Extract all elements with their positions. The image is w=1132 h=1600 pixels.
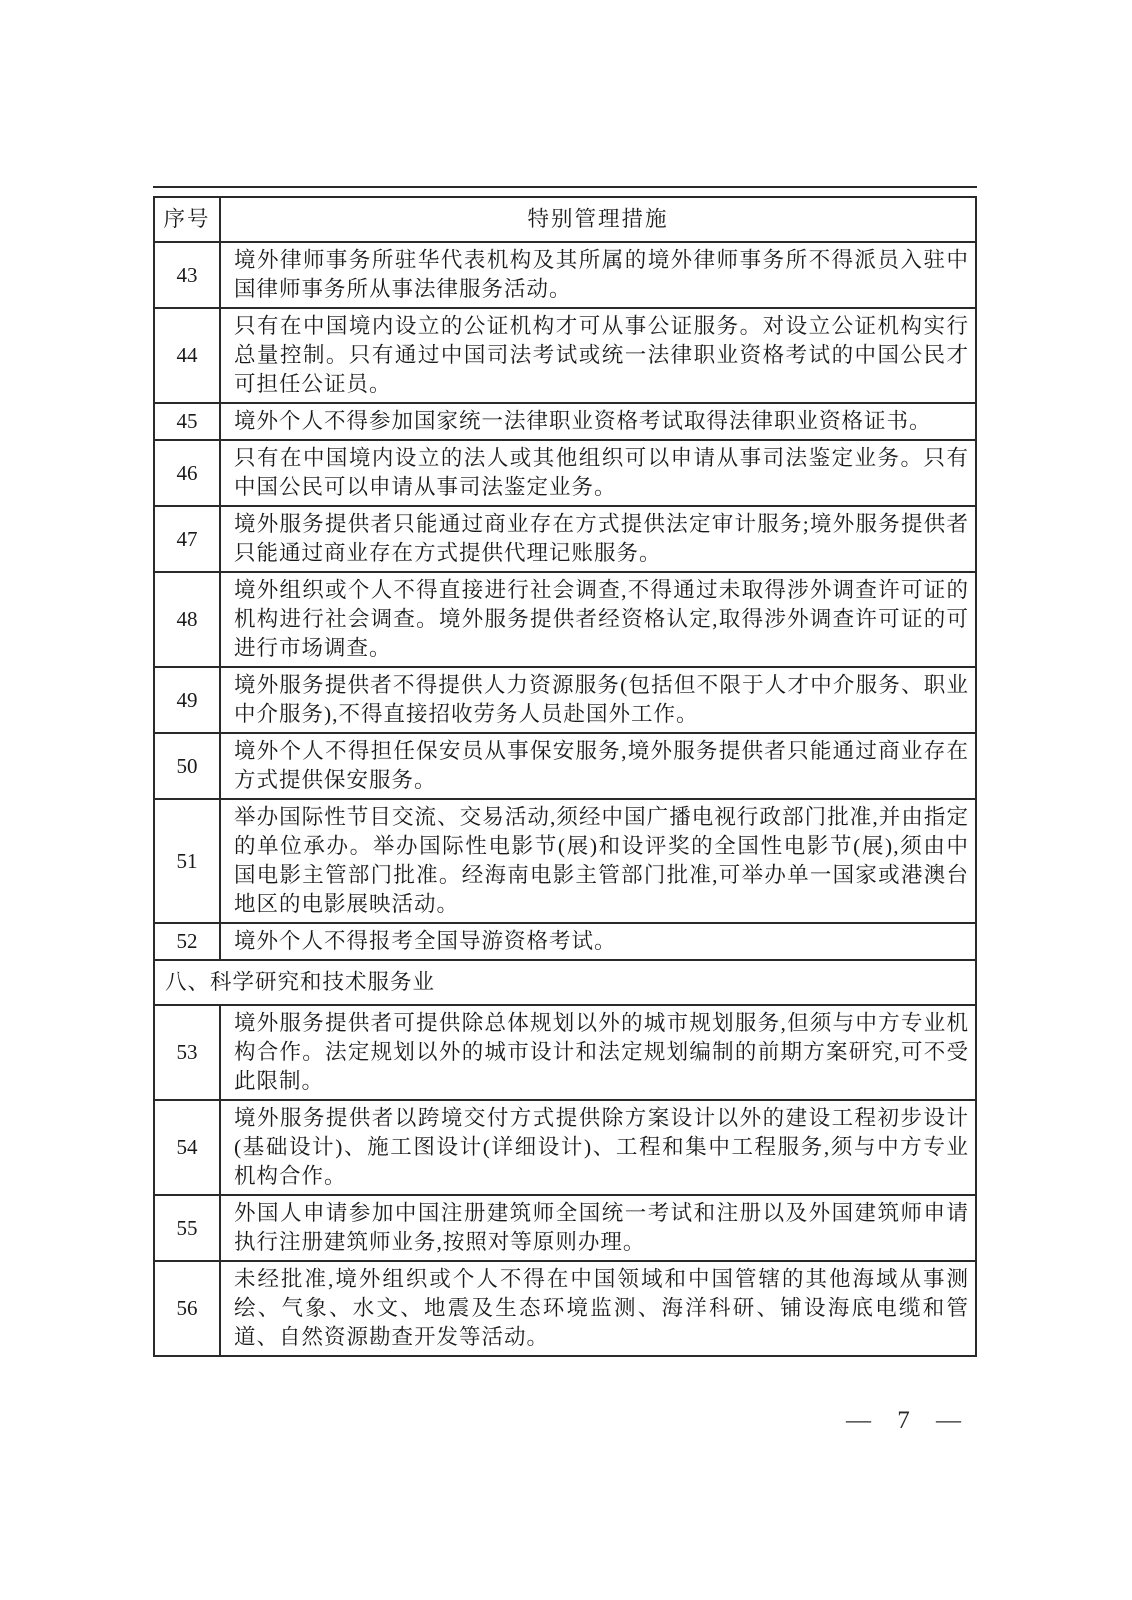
- table-row: [154, 440, 976, 506]
- row-number: 49: [154, 667, 220, 733]
- row-number: 53: [154, 1005, 220, 1100]
- special-measures-table: [153, 196, 977, 1357]
- row-measure-text: 境外服务提供者可提供除总体规划以外的城市规划服务,但须与中方专业机构合作。法定规划以外的城市设计和法定规划编制的前期方案研究,可不受此限制。: [220, 1005, 976, 1100]
- row-measure-text: 境外个人不得参加国家统一法律职业资格考试取得法律职业资格证书。: [220, 403, 976, 440]
- table-row: [154, 667, 976, 733]
- row-number: 55: [154, 1195, 220, 1261]
- row-measure-text: 境外服务提供者不得提供人力资源服务(包括但不限于人才中介服务、职业中介服务),不得直接招收劳务人员赴国外工作。: [220, 667, 976, 733]
- table-row: [154, 923, 976, 960]
- row-measure-text: 境外律师事务所驻华代表机构及其所属的境外律师事务所不得派员入驻中国律师事务所从事法律服务活动。: [220, 242, 976, 308]
- row-number: 54: [154, 1100, 220, 1195]
- row-number: 43: [154, 242, 220, 308]
- table-row: [154, 799, 976, 923]
- table-header-row: [154, 197, 976, 242]
- row-measure-text: 境外个人不得报考全国导游资格考试。: [220, 923, 976, 960]
- row-number: 56: [154, 1261, 220, 1356]
- table-row: [154, 1195, 976, 1261]
- row-number: 44: [154, 308, 220, 403]
- row-number: 45: [154, 403, 220, 440]
- table-row: [154, 572, 976, 667]
- row-measure-text: 境外服务提供者以跨境交付方式提供除方案设计以外的建设工程初步设计(基础设计)、施工图设计(详细设计)、工程和集中工程服务,须与中方专业机构合作。: [220, 1100, 976, 1195]
- table-row: [154, 403, 976, 440]
- section-row: [154, 960, 976, 1005]
- row-measure-text: 未经批准,境外组织或个人不得在中国领域和中国管辖的其他海域从事测绘、气象、水文、地震及生态环境监测、海洋科研、铺设海底电缆和管道、自然资源勘查开发等活动。: [220, 1261, 976, 1356]
- table-row: [154, 1100, 976, 1195]
- row-number: 51: [154, 799, 220, 923]
- table-row: [154, 1261, 976, 1356]
- row-measure-text: 只有在中国境内设立的公证机构才可从事公证服务。对设立公证机构实行总量控制。只有通过中国司法考试或统一法律职业资格考试的中国公民才可担任公证员。: [220, 308, 976, 403]
- row-measure-text: 只有在中国境内设立的法人或其他组织可以申请从事司法鉴定业务。只有中国公民可以申请从事司法鉴定业务。: [220, 440, 976, 506]
- page-number: — 7 —: [846, 1407, 963, 1434]
- row-number: 52: [154, 923, 220, 960]
- table-row: [154, 506, 976, 572]
- row-number: 47: [154, 506, 220, 572]
- row-measure-text: 境外服务提供者只能通过商业存在方式提供法定审计服务;境外服务提供者只能通过商业存在方式提供代理记账服务。: [220, 506, 976, 572]
- table-row: [154, 242, 976, 308]
- row-measure-text: 境外个人不得担任保安员从事保安服务,境外服务提供者只能通过商业存在方式提供保安服务。: [220, 733, 976, 799]
- table-row: [154, 733, 976, 799]
- row-measure-text: 举办国际性节目交流、交易活动,须经中国广播电视行政部门批准,并由指定的单位承办。举办国际性电影节(展)和设评奖的全国性电影节(展),须由中国电影主管部门批准。经海南电影主管部门批准,可举办单一国家或港澳台地区的电影展映活动。: [220, 799, 976, 923]
- header-serial-number: 序号: [154, 197, 220, 242]
- row-measure-text: 境外组织或个人不得直接进行社会调查,不得通过未取得涉外调查许可证的机构进行社会调查。境外服务提供者经资格认定,取得涉外调查许可证的可进行市场调查。: [220, 572, 976, 667]
- table-row: [154, 1005, 976, 1100]
- row-number: 46: [154, 440, 220, 506]
- section-title: 八、科学研究和技术服务业: [154, 960, 976, 1005]
- row-number: 50: [154, 733, 220, 799]
- header-special-measures: 特别管理措施: [220, 197, 976, 242]
- table-continuation-rule: [153, 186, 977, 188]
- row-number: 48: [154, 572, 220, 667]
- table-row: [154, 308, 976, 403]
- row-measure-text: 外国人申请参加中国注册建筑师全国统一考试和注册以及外国建筑师申请执行注册建筑师业务,按照对等原则办理。: [220, 1195, 976, 1261]
- measures-table-body: [154, 242, 976, 1356]
